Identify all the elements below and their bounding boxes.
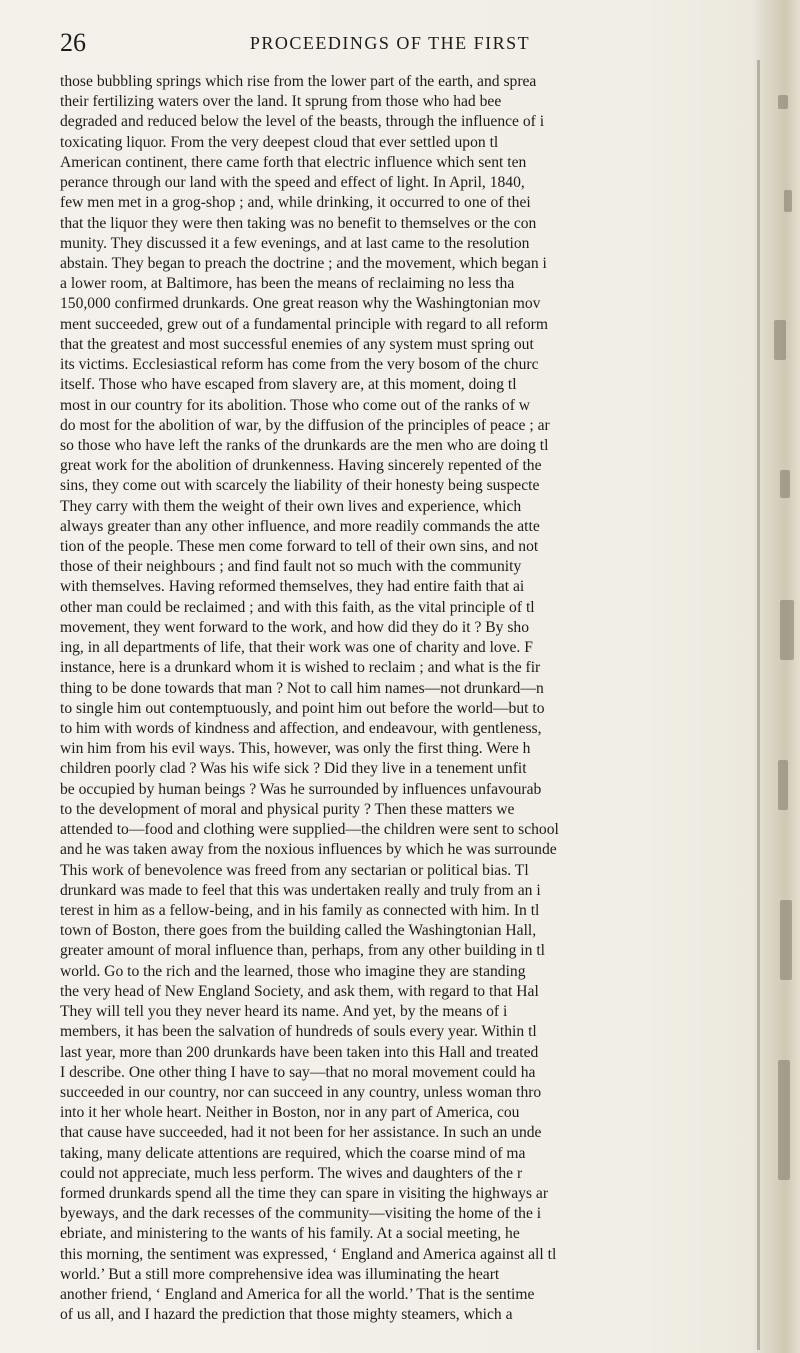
bleed-mark [778,760,788,810]
text-line: and he was taken away from the noxious influences by which he was surrounde [60,841,557,859]
text-line: greater amount of moral influence than, perhaps, from any other building in tl [60,942,545,960]
binding-edge [757,60,760,1350]
running-head: PROCEEDINGS OF THE FIRST [249,33,531,53]
text-line: most in our country for its abolition. Those who come out of the ranks of w [60,396,531,414]
text-line: 150,000 confirmed drunkards. One great reason why the Washingtonian mov [60,295,541,313]
text-line: thing to be done towards that man ? Not to call him names—not drunkard—n [60,679,544,697]
text-line: children poorly clad ? Was his wife sick ? Did they live in a tenement unfit [60,760,527,778]
page-header [60,28,760,58]
text-line: ing, in all departments of life, that their work was one of charity and love. F [60,639,533,657]
text-line: sins, they come out with scarcely the liability of their honesty being suspecte [60,477,540,495]
text-line: terest in him as a fellow-being, and in his family as connected with him. In tl [60,901,540,919]
text-line: this morning, the sentiment was expressed, ‘ England and America against all tl [60,1245,557,1263]
text-line: formed drunkards spend all the time they can spare in visiting the highways ar [60,1185,549,1203]
bleed-mark [780,600,794,660]
text-line: could not appreciate, much less perform. The wives and daughters of the r [60,1164,523,1182]
text-line: that the greatest and most successful enemies of any system must spring out [60,335,534,353]
body-text [60,72,750,1326]
text-line: drunkard was made to feel that this was undertaken really and truly from an i [60,881,541,899]
text-line: last year, more than 200 drunkards have been taken into this Hall and treated [60,1043,539,1061]
text-line: of us all, and I hazard the prediction that those mighty steamers, which a [60,1306,513,1324]
text-line: to single him out contemptuously, and point him out before the world—but to [60,699,545,717]
text-line: succeeded in our country, nor can succeed in any country, unless woman thro [60,1083,542,1101]
bleed-mark [778,1060,790,1180]
text-line: abstain. They began to preach the doctrine ; and the movement, which began i [60,254,547,272]
text-line: byeways, and the dark recesses of the community—visiting the home of the i [60,1205,542,1223]
text-line: instance, here is a drunkard whom it is wished to reclaim ; and what is the fir [60,659,541,677]
text-line: ment succeeded, grew out of a fundamental principle with regard to all reform [60,315,548,333]
text-line: so those who have left the ranks of the drunkards are the men who are doing tl [60,436,549,454]
text-line: the very head of New England Society, and ask them, with regard to that Hal [60,982,539,1000]
page-number: 26 [60,28,86,57]
bleed-mark [780,900,792,980]
text-line: those bubbling springs which rise from the lower part of the earth, and sprea [60,73,537,90]
text-line: a lower room, at Baltimore, has been the means of reclaiming no less tha [60,275,515,293]
text-line: munity. They discussed it a few evenings, and at last came to the resolution [60,234,530,252]
text-line: This work of benevolence was freed from any sectarian or political bias. Tl [60,861,529,879]
text-line: their fertilizing waters over the land. It sprung from those who had bee [60,93,502,111]
text-line: tion of the people. These men come forward to tell of their own sins, and not [60,538,539,556]
bleed-mark [784,190,792,212]
text-line: American continent, there came forth that electric influence which sent ten [60,153,527,171]
text-line: few men met in a grog-shop ; and, while drinking, it occurred to one of thei [60,194,531,212]
text-line: be occupied by human beings ? Was he surrounded by influences unfavourab [60,780,542,798]
text-line: that the liquor they were then taking was no benefit to themselves or the con [60,214,537,232]
text-line: I describe. One other thing I have to say—that no moral movement could ha [60,1063,536,1081]
text-line: other man could be reclaimed ; and with this faith, as the vital principle of tl [60,598,535,616]
text-line: perance through our land with the speed and effect of light. In April, 1840, [60,174,525,192]
bleed-mark [774,320,786,360]
text-line: attended to—food and clothing were supplied—the children were sent to school [60,821,559,839]
text-line: to the development of moral and physical purity ? Then these matters we [60,800,515,818]
text-line: do most for the abolition of war, by the diffusion of the principles of peace ; ar [60,416,550,434]
text-line: with themselves. Having reformed themselves, they had entire faith that ai [60,578,525,596]
text-line: itself. Those who have escaped from slavery are, at this moment, doing tl [60,376,517,394]
text-line: They will tell you they never heard its name. And yet, by the means of i [60,1003,508,1021]
text-line: world.’ But a still more comprehensive idea was illuminating the heart [60,1265,500,1283]
bleed-mark [778,95,788,109]
text-line: another friend, ‘ England and America for all the world.’ That is the sentime [60,1286,535,1304]
text-line: to him with words of kindness and affection, and endeavour, with gentleness, [60,720,542,737]
text-line: those of their neighbours ; and find fault not so much with the community [60,558,522,576]
text-line: win him from his evil ways. This, however, was only the first thing. Were h [60,740,531,758]
text-line: great work for the abolition of drunkenness. Having sincerely repented of the [60,457,542,475]
text-line: movement, they went forward to the work, and how did they do it ? By sho [60,618,530,636]
text-line: members, it has been the salvation of hundreds of souls every year. Within tl [60,1023,537,1041]
bleed-mark [780,470,790,498]
text-line: world. Go to the rich and the learned, those who imagine they are standing [60,962,526,980]
text-line: ebriate, and ministering to the wants of his family. At a social meeting, he [60,1225,520,1243]
text-line: They carry with them the weight of their own lives and experience, which [60,497,522,515]
text-line: degraded and reduced below the level of the beasts, through the influence of i [60,113,545,131]
text-line: toxicating liquor. From the very deepest cloud that ever settled upon tl [60,133,499,151]
text-line: that cause have succeeded, had it not been for her assistance. In such an unde [60,1124,542,1142]
text-line: town of Boston, there goes from the building called the Washingtonian Hall, [60,922,537,940]
text-line: its victims. Ecclesiastical reform has come from the very bosom of the churc [60,356,539,374]
text-line: into it her whole heart. Neither in Boston, nor in any part of America, cou [60,1104,520,1122]
text-line: taking, many delicate attentions are required, which the coarse mind of ma [60,1144,526,1162]
text-line: always greater than any other influence, and more readily commands the atte [60,517,540,535]
